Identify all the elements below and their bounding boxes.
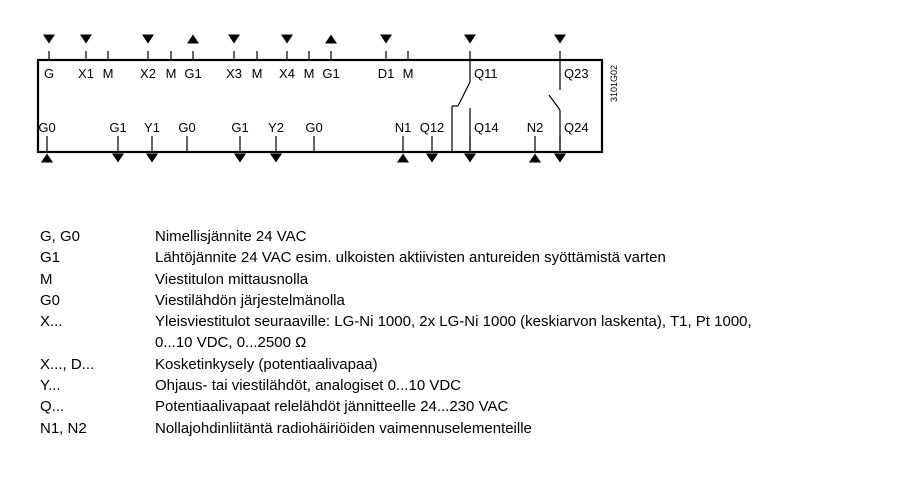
- top-terminal: [464, 35, 498, 82]
- terminal-label: G0: [38, 120, 56, 135]
- legend-key: [40, 332, 155, 353]
- top-terminal: [226, 35, 242, 82]
- legend-key: Y...: [40, 377, 61, 395]
- input-arrow-icon: [270, 154, 282, 163]
- terminal-label: G: [43, 66, 55, 81]
- legend-key: Q...: [40, 398, 65, 416]
- input-arrow-icon: [554, 35, 566, 44]
- legend-key: N1, N2: [40, 419, 87, 437]
- bottom-terminal: [231, 120, 248, 163]
- bottom-terminal: [305, 120, 322, 152]
- input-arrow-icon: [142, 35, 154, 44]
- terminal-label: M: [165, 66, 177, 81]
- terminal-label: Y2: [268, 120, 284, 135]
- output-arrow-icon: [397, 154, 409, 163]
- input-arrow-icon: [281, 35, 293, 44]
- legend-key: G0: [40, 291, 61, 309]
- terminal-label: X2: [140, 66, 156, 81]
- q2-contact-blade: [549, 95, 560, 110]
- top-terminal: [103, 51, 114, 81]
- terminal-label: Q24: [564, 120, 589, 135]
- input-arrow-icon: [380, 35, 392, 44]
- legend-row: [40, 226, 752, 247]
- terminal-label: G0: [178, 120, 196, 135]
- terminal-label: Q11: [474, 66, 498, 81]
- terminal-block-frame: [38, 60, 602, 152]
- legend-key: X...: [40, 313, 63, 331]
- bottom-terminal: [109, 120, 126, 163]
- input-arrow-icon: [80, 35, 92, 44]
- bottom-terminal: [144, 120, 160, 163]
- legend-row: [40, 290, 752, 311]
- terminal-label: N1: [394, 120, 412, 135]
- q1-contact-blade: [458, 82, 470, 106]
- legend-description: 0...10 VDC, 0...2500 Ω: [155, 334, 307, 352]
- bottom-terminal: [395, 120, 412, 163]
- terminal-label: N2: [526, 120, 544, 135]
- output-arrow-icon: [41, 154, 53, 163]
- terminal-label: Q23: [564, 66, 589, 81]
- input-arrow-icon: [426, 154, 438, 163]
- terminal-label: G1: [109, 120, 127, 135]
- output-arrow-icon: [325, 35, 337, 44]
- relay-contacts: [452, 60, 560, 152]
- output-arrow-icon: [529, 154, 541, 163]
- bottom-terminal: [554, 120, 589, 163]
- bottom-terminal: [464, 120, 499, 163]
- top-terminal: [378, 35, 395, 82]
- top-terminal: [403, 51, 414, 81]
- terminal-label: Q14: [474, 120, 499, 135]
- terminal-label: X3: [226, 66, 242, 81]
- top-terminal: [322, 35, 339, 82]
- legend-key: G, G0: [40, 228, 81, 245]
- top-terminal: [78, 35, 94, 82]
- legend-row: [40, 354, 752, 375]
- wiring-diagram: [0, 0, 900, 200]
- legend-row: [40, 269, 752, 290]
- terminal-label: X4: [279, 66, 295, 81]
- terminal-label: D1: [377, 66, 395, 81]
- bottom-terminal: [38, 120, 55, 163]
- terminal-label: Y1: [144, 120, 160, 135]
- input-arrow-icon: [234, 154, 246, 163]
- terminal-label: X1: [78, 66, 94, 81]
- input-arrow-icon: [464, 154, 476, 163]
- input-arrow-icon: [228, 35, 240, 44]
- legend-description: Viestitulon mittausnolla: [155, 270, 309, 288]
- top-terminal-row: [43, 35, 589, 82]
- legend-row: [40, 375, 752, 396]
- top-terminal: [554, 35, 589, 82]
- terminal-label: M: [102, 66, 114, 81]
- input-arrow-icon: [464, 35, 476, 44]
- legend-description: Yleisviestitulot seuraaville: LG-Ni 1000, 2x LG-Ni 1000 (keskiarvon laskenta), T1, Pt 1000,: [155, 313, 752, 331]
- legend-description: Kosketinkysely (potentiaalivapaa): [155, 355, 378, 373]
- top-terminal: [43, 35, 55, 82]
- bottom-terminal: [268, 120, 284, 163]
- legend-key: G1: [40, 249, 61, 267]
- terminal-label: M: [402, 66, 414, 81]
- bottom-terminal: [420, 120, 445, 163]
- legend-description: Potentiaalivapaat relelähdöt jännitteelle 24...230 VAC: [155, 398, 509, 416]
- input-arrow-icon: [43, 35, 55, 44]
- top-terminal: [279, 35, 295, 82]
- top-terminal: [140, 35, 156, 82]
- legend-description: Ohjaus- tai viestilähdöt, analogiset 0...10 VDC: [155, 377, 461, 395]
- bottom-terminal: [178, 120, 195, 152]
- legend-row: [40, 247, 752, 268]
- legend-row: [40, 396, 752, 417]
- terminal-label: M: [303, 66, 315, 81]
- terminal-label: G1: [322, 66, 340, 81]
- output-arrow-icon: [187, 35, 199, 44]
- terminal-label: G1: [231, 120, 249, 135]
- top-terminal: [252, 51, 263, 81]
- bottom-terminal-row: [38, 120, 588, 163]
- legend-key: X..., D...: [40, 355, 95, 373]
- top-terminal: [166, 51, 177, 81]
- legend-row: [40, 311, 752, 332]
- legend-row: [40, 332, 752, 353]
- legend-key: M: [40, 270, 53, 288]
- terminal-label: Q12: [419, 120, 445, 135]
- input-arrow-icon: [146, 154, 158, 163]
- terminal-label: G0: [305, 120, 323, 135]
- input-arrow-icon: [554, 154, 566, 163]
- top-terminal: [184, 35, 201, 82]
- legend-row: [40, 418, 752, 439]
- legend-description: Nollajohdinliitäntä radiohäiriöiden vaimennuselementeille: [155, 419, 532, 437]
- terminal-label: G1: [184, 66, 202, 81]
- legend-list: [40, 226, 752, 439]
- drawing-code: 3101G02: [609, 64, 619, 102]
- legend-description: Viestilähdön järjestelmänolla: [155, 291, 345, 309]
- bottom-terminal: [527, 120, 544, 163]
- legend-description: Lähtöjännite 24 VAC esim. ulkoisten aktiivisten antureiden syöttämistä varten: [155, 249, 666, 267]
- input-arrow-icon: [112, 154, 124, 163]
- terminal-label: M: [251, 66, 263, 81]
- top-terminal: [304, 51, 315, 81]
- legend-description: Nimellisjännite 24 VAC: [155, 228, 307, 245]
